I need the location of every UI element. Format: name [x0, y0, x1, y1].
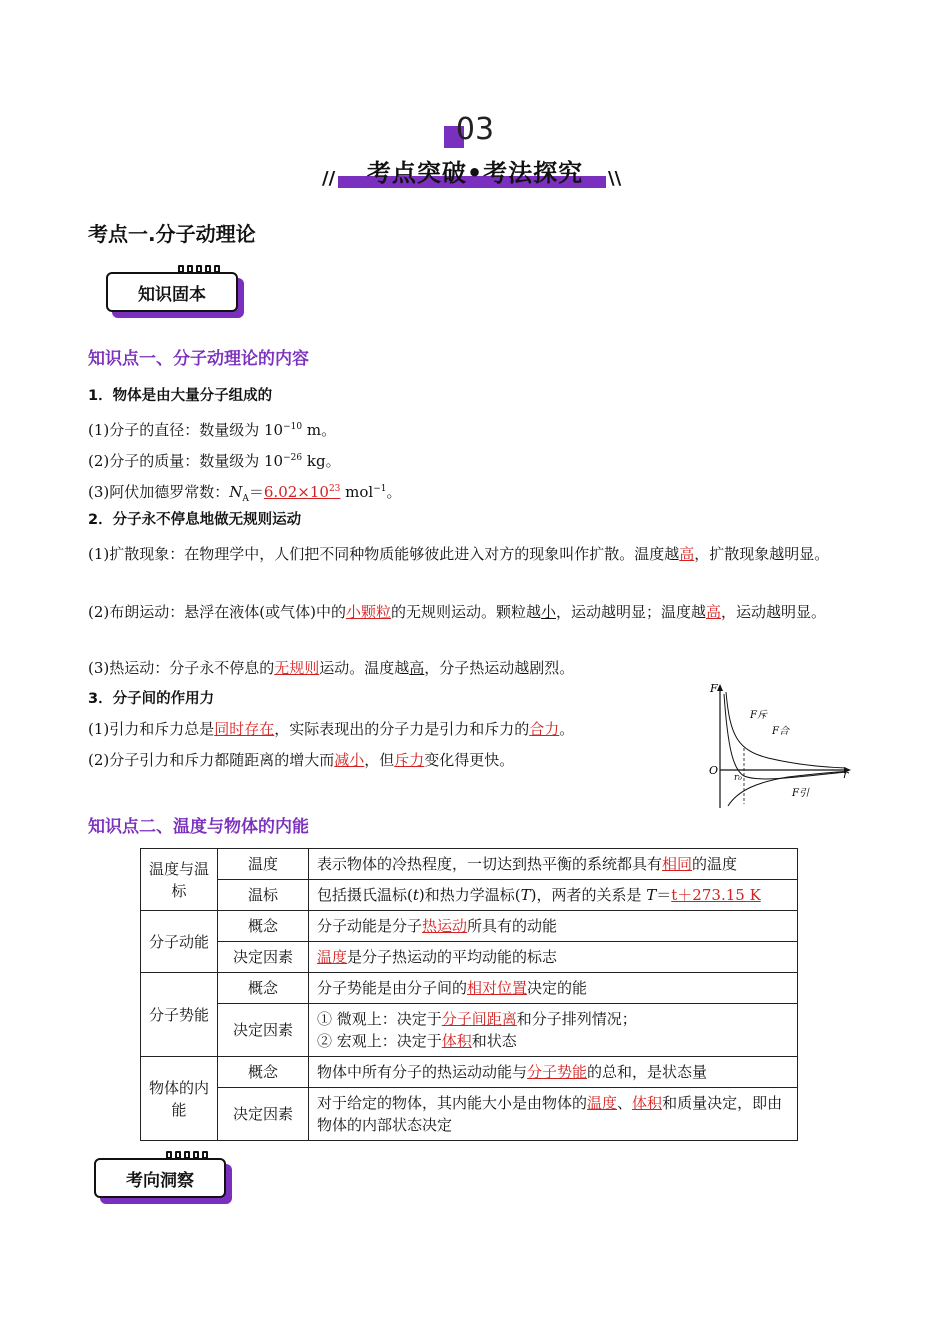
- header-number: 03: [455, 112, 495, 147]
- table-group-potential: 分子势能: [141, 973, 218, 1057]
- kp1-l2c: (3)热运动：分子永不停息的无规则运动。温度越高，分子热运动越剧烈。: [88, 659, 575, 677]
- kp2-title: 知识点二、温度与物体的内能: [88, 817, 309, 837]
- table-row: 决定因素 对于给定的物体，其内能大小是由物体的温度、体积和质量决定，即由物体的内部状态决定: [141, 1088, 798, 1141]
- badge-knowledge: [106, 272, 238, 312]
- graph-label-r: r: [843, 768, 849, 781]
- kp1-l1b: (2)分子的质量：数量级为 $10^{-26}$ kg。: [88, 452, 341, 470]
- table-group-kinetic: 分子动能: [141, 911, 218, 973]
- header-title: 考点突破•考法探究: [366, 159, 584, 187]
- kp1-s1: 1．物体是由大量分子组成的: [88, 388, 273, 404]
- kp1-s3: 3．分子间的作用力: [88, 691, 215, 707]
- graph-label-Fatt: F引: [792, 788, 809, 799]
- table-row: 温度与温标 温度 表示物体的冷热程度，一切达到热平衡的系统都具有相同的温度: [141, 849, 798, 880]
- graph-label-O: O: [709, 764, 719, 777]
- table-group-internal: 物体的内能: [141, 1057, 218, 1141]
- table-group-temperature: 温度与温标: [141, 849, 218, 911]
- kp1-s2: 2．分子永不停息地做无规则运动: [88, 512, 302, 528]
- kp1-title: 知识点一、分子动理论的内容: [88, 349, 309, 369]
- kp1-l2b: (2)布朗运动：悬浮在液体(或气体)中的小颗粒的无规则运动。颗粒越小，运动越明显；温度越高，运动越明显。: [88, 603, 827, 621]
- section-title: 考点一.分子动理论: [88, 222, 256, 246]
- table-row: 物体的内能 概念 物体中所有分子的热运动动能与分子势能的总和，是状态量: [141, 1057, 798, 1088]
- graph-label-Frep: F斥: [750, 710, 767, 721]
- molecular-force-graph: [708, 682, 853, 810]
- table-row: 温标 包括摄氏温标(t)和热力学温标(T)，两者的关系是 T＝t＋273.15 K: [141, 880, 798, 911]
- badge-insight-label: 考向洞察: [126, 1170, 194, 1191]
- header-left-deco: //: [322, 168, 336, 189]
- table-row: 分子动能 概念 分子动能是分子热运动所具有的动能: [141, 911, 798, 942]
- graph-label-r0: r₀: [734, 773, 742, 783]
- badge-insight: [94, 1158, 226, 1198]
- table-row: 分子势能 概念 分子势能是由分子间的相对位置决定的能: [141, 973, 798, 1004]
- internal-energy-table: [140, 848, 798, 1141]
- kp1-l3b: (2)分子引力和斥力都随距离的增大而减小，但斥力变化得更快。: [88, 751, 515, 769]
- graph-label-Fnet: F合: [772, 726, 789, 737]
- table-row: 决定因素 温度是分子热运动的平均动能的标志: [141, 942, 798, 973]
- kp1-l2a: (1)扩散现象：在物理学中，人们把不同种物质能够彼此进入对方的现象叫作扩散。温度越高，扩散现象越明显。: [88, 545, 830, 563]
- header-right-deco: \\: [608, 168, 622, 189]
- kp1-l3a: (1)引力和斥力总是同时存在，实际表现出的分子力是引力和斥力的合力。: [88, 720, 575, 738]
- kp1-l1a: (1)分子的直径：数量级为 $10^{-10}$ m。: [88, 421, 337, 439]
- kp1-l1c: (3)阿伏加德罗常数：$N_A=6.02\times 10^{23}$ mol$^{-1}$。: [88, 483, 402, 504]
- badge-knowledge-label: 知识固本: [138, 284, 206, 305]
- table-row: 决定因素 ① 微观上：决定于分子间距离和分子排列情况； ② 宏观上：决定于体积和状态: [141, 1004, 798, 1057]
- graph-label-F: F: [710, 682, 718, 695]
